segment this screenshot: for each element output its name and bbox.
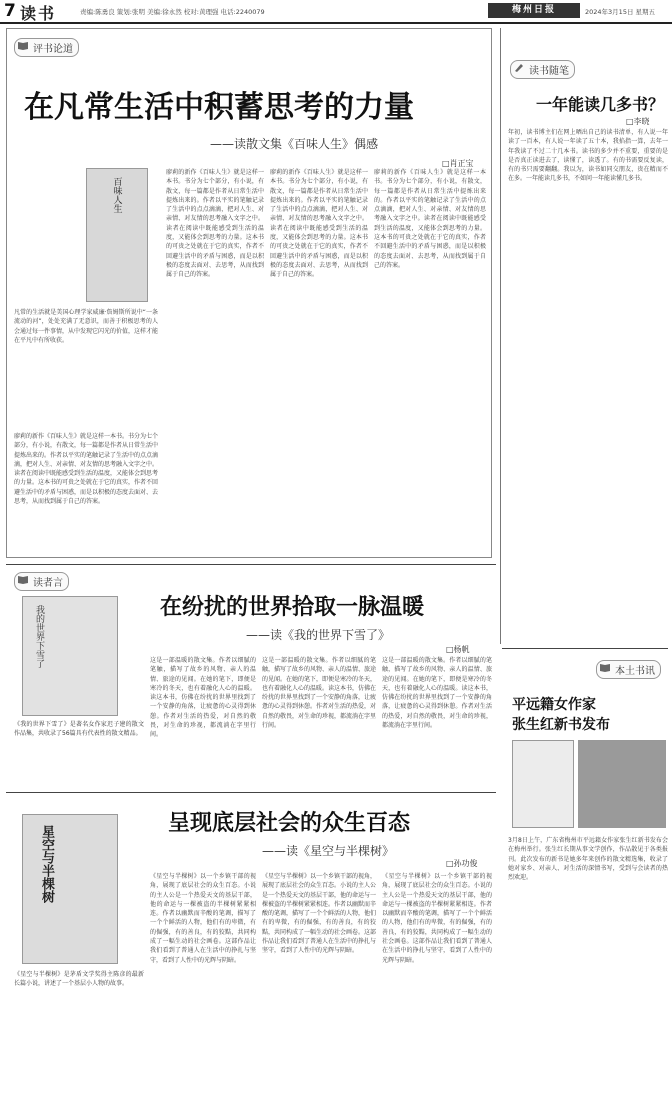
article-body-3b: 这是一部温暖的散文集。作者以细腻的笔触，描写了故乡的风物、亲人的温情、旅途的见闻。在她的笔下，即便是寒冷的冬天，也有着融化人心的温暖。读这本书，仿佛在纷扰的世界里找到了一个安静的角落，让疲惫的心灵得到休憩。作者对生活的热爱，对自然的敬畏，对生命的珍视，都流淌在字里行间。 [262,657,376,730]
article-headline-3: 在纷扰的世界拾取一脉温暖 [160,594,425,620]
issue-date: 2024年3月15日 星期五 [585,8,656,16]
book-cover-title: 我的世界下雪了 [34,605,44,668]
section-tag-3 [14,572,69,591]
section-tag-1 [14,38,79,57]
article-body-5a: 《星空与半棵树》以一个乡镇干部的视角，展现了底层社会的众生百态。小说的主人公是一个热爱天文的基层干部，他的命运与一棵被盗的半棵树紧紧相连。作者以幽默而辛酸的笔调，描写了一个个鲜活的人物，他们有的卑微，有的倔强，有的善良，有的狡黠，共同构成了一幅生动的社会画卷。这部作品让我们看到了普通人在生活中的挣扎与坚守，看到了人性中的光辉与阴暗。 [150,873,256,964]
article-headline-2: 一年能读几多书？ [536,95,665,114]
article-body-1b: 廖莉的新作《百味人生》就是这样一本书。书分为七个部分，有小说，有散文，每一篇都是作者从日常生活中提炼出来的。作者以平实的笔触记录了生活中的点点滴滴，把对人生、对亲情、对友情的思考融入文字之中。读者在阅读中既能感受到生活的温度，又能体会到思考的力量。这本书的可贵之处就在于它的真实，作者不回避生活中的矛盾与困惑，而是以积极的态度去面对、去思考，从而找到属于自己的答案。 [166,169,264,279]
tag-label: 读者言 [33,578,63,589]
book-cover-title: 星空与半棵树 [39,825,54,903]
section-tag-4 [596,660,661,679]
article-byline-2: □李晓 [626,117,650,126]
article-body-1a: 廖莉的新作《百味人生》就是这样一本书。书分为七个部分，有小说，有散文，每一篇都是作者从日常生活中提炼出来的。作者以平实的笔触记录了生活中的点点滴滴，把对人生、对亲情、对友情的思考融入文字之中。读者在阅读中既能感受到生活的温度，又能体会到思考的力量。这本书的可贵之处就在于它的真实，作者不回避生活中的矛盾与困惑，而是以积极的态度去面对、去思考，从而找到属于自己的答案。 [14,433,158,506]
article-headline-4a: 平远籍女作家 [512,697,596,713]
book-cover-title: 百味人生 [111,177,122,213]
article-body-5c: 《星空与半棵树》以一个乡镇干部的视角，展现了底层社会的众生百态。小说的主人公是一个热爱天文的基层干部，他的命运与一棵被盗的半棵树紧紧相连。作者以幽默而辛酸的笔调，描写了一个个鲜活的人物，他们有的卑微，有的倔强，有的善良，有的狡黠，共同构成了一幅生动的社会画卷。这部作品让我们看到了普通人在生活中的挣扎与坚守，看到了人性中的光辉与阴暗。 [382,873,492,964]
book-caption-3: 《我的世界下雪了》是著名女作家迟子建的散文作品集，共收录了56篇具有代表性的散文精品。 [14,721,144,737]
article-intro-1: 凡常的生活就是美国心理学家威廉·詹姆斯所说中“一条流动的河”，处处充满了无意识，而善于积极思考的人会通过每一件事情，从中发现它闪光的价值，这样才能在平凡中有所收获。 [14,309,158,344]
book-cover-3 [22,596,118,716]
article-byline-1: □肖正宝 [442,159,474,168]
article-body-4: 3月8日上午，广东省梅州市平远籍女作家张生红新书发布会在梅州举行。张生红长期从事文学创作，作品散见于各类报刊。此次发布的新书是她多年来创作的散文精选集，收录了她对家乡、对亲人、对生活的深情书写，受到与会读者的热烈欢迎。 [508,837,668,882]
staff-credits: 责编:陈勇良 策划:张明 美编:徐永然 校对:黄理强 电话:2240079 [80,8,265,16]
section-tag-2 [510,60,575,79]
article-headline-5: 呈现底层社会的众生百态 [168,810,411,836]
article-byline-5: □孙功俊 [446,859,478,868]
column-divider [500,28,501,644]
article-body-2: 年初，读书博主们在网上晒出自己的读书清单，有人说一年读了一百本，有人说一年读了五十本，我掐指一算，去年一年我读了不过二十几本书。读书的多少并不重要，重要的是是否真正读进去了，读懂了，读透了。有的书需要反复读，有的书只需要翻翻。我以为，读书如同交朋友，贵在精而不在多。一年能读几多书，不如问一年能读懂几多书。 [508,129,668,183]
article-subtitle-5: ——读《星空与半棵树》 [262,844,395,858]
book-cover-5 [22,814,118,964]
article-body-1d: 廖莉的新作《百味人生》就是这样一本书。书分为七个部分，有小说，有散文，每一篇都是作者从日常生活中提炼出来的。作者以平实的笔触记录了生活中的点点滴滴，把对人生、对亲情、对友情的思考融入文字之中。读者在阅读中既能感受到生活的温度，又能体会到思考的力量。这本书的可贵之处就在于它的真实，作者不回避生活中的矛盾与困惑，而是以积极的态度去面对、去思考，从而找到属于自己的答案。 [374,169,486,269]
section-title: 读书 [20,4,57,23]
tag-label: 本土书讯 [615,666,655,677]
article-headline-1: 在凡常生活中积蓄思考的力量 [24,90,414,125]
pen-icon [514,63,524,72]
book-icon [18,41,28,50]
masthead [0,0,672,24]
article-headline-4b: 张生红新书发布 [512,717,610,733]
article-body-3a: 这是一部温暖的散文集。作者以细腻的笔触，描写了故乡的风物、亲人的温情、旅途的见闻。在她的笔下，即便是寒冷的冬天，也有着融化人心的温暖。读这本书，仿佛在纷扰的世界里找到了一个安静的角落，让疲惫的心灵得到休憩。作者对生活的热爱，对自然的敬畏，对生命的珍视，都流淌在字里行间。 [150,657,256,739]
article-body-3c: 这是一部温暖的散文集。作者以细腻的笔触，描写了故乡的风物、亲人的温情、旅途的见闻。在她的笔下，即便是寒冷的冬天，也有着融化人心的温暖。读这本书，仿佛在纷扰的世界里找到了一个安静的角落，让疲惫的心灵得到休憩。作者对生活的热爱，对自然的敬畏，对生命的珍视，都流淌在字里行间。 [382,657,492,730]
book-caption-5: 《星空与半棵树》是茅盾文学奖得主陈彦的最新长篇小说，讲述了一个基层小人物的故事。 [14,971,144,987]
book-cover-4a [512,740,574,828]
book-icon [18,575,28,584]
book-cover-4b [578,740,666,828]
section-rule [6,564,496,565]
page-number: 7 [4,1,16,21]
book-icon [600,663,610,672]
article-body-1c: 廖莉的新作《百味人生》就是这样一本书。书分为七个部分，有小说，有散文，每一篇都是作者从日常生活中提炼出来的。作者以平实的笔触记录了生活中的点点滴滴，把对人生、对亲情、对友情的思考融入文字之中。读者在阅读中既能感受到生活的温度，又能体会到思考的力量。这本书的可贵之处就在于它的真实，作者不回避生活中的矛盾与困惑，而是以积极的态度去面对、去思考，从而找到属于自己的答案。 [270,169,368,279]
article-subtitle-1: ——读散文集《百味人生》偶感 [210,137,379,151]
tag-label: 读书随笔 [529,66,569,77]
article-byline-3: □杨帆 [446,645,470,654]
section-rule [502,648,668,649]
tag-label: 评书论道 [33,44,73,55]
book-cover-1 [86,168,148,302]
article-subtitle-3: ——读《我的世界下雪了》 [246,628,391,642]
newspaper-logo: 梅州日报 [488,3,580,18]
article-body-5b: 《星空与半棵树》以一个乡镇干部的视角，展现了底层社会的众生百态。小说的主人公是一个热爱天文的基层干部，他的命运与一棵被盗的半棵树紧紧相连。作者以幽默而辛酸的笔调，描写了一个个鲜活的人物，他们有的卑微，有的倔强，有的善良，有的狡黠，共同构成了一幅生动的社会画卷。这部作品让我们看到了普通人在生活中的挣扎与坚守，看到了人性中的光辉与阴暗。 [262,873,376,955]
section-rule [6,792,496,793]
